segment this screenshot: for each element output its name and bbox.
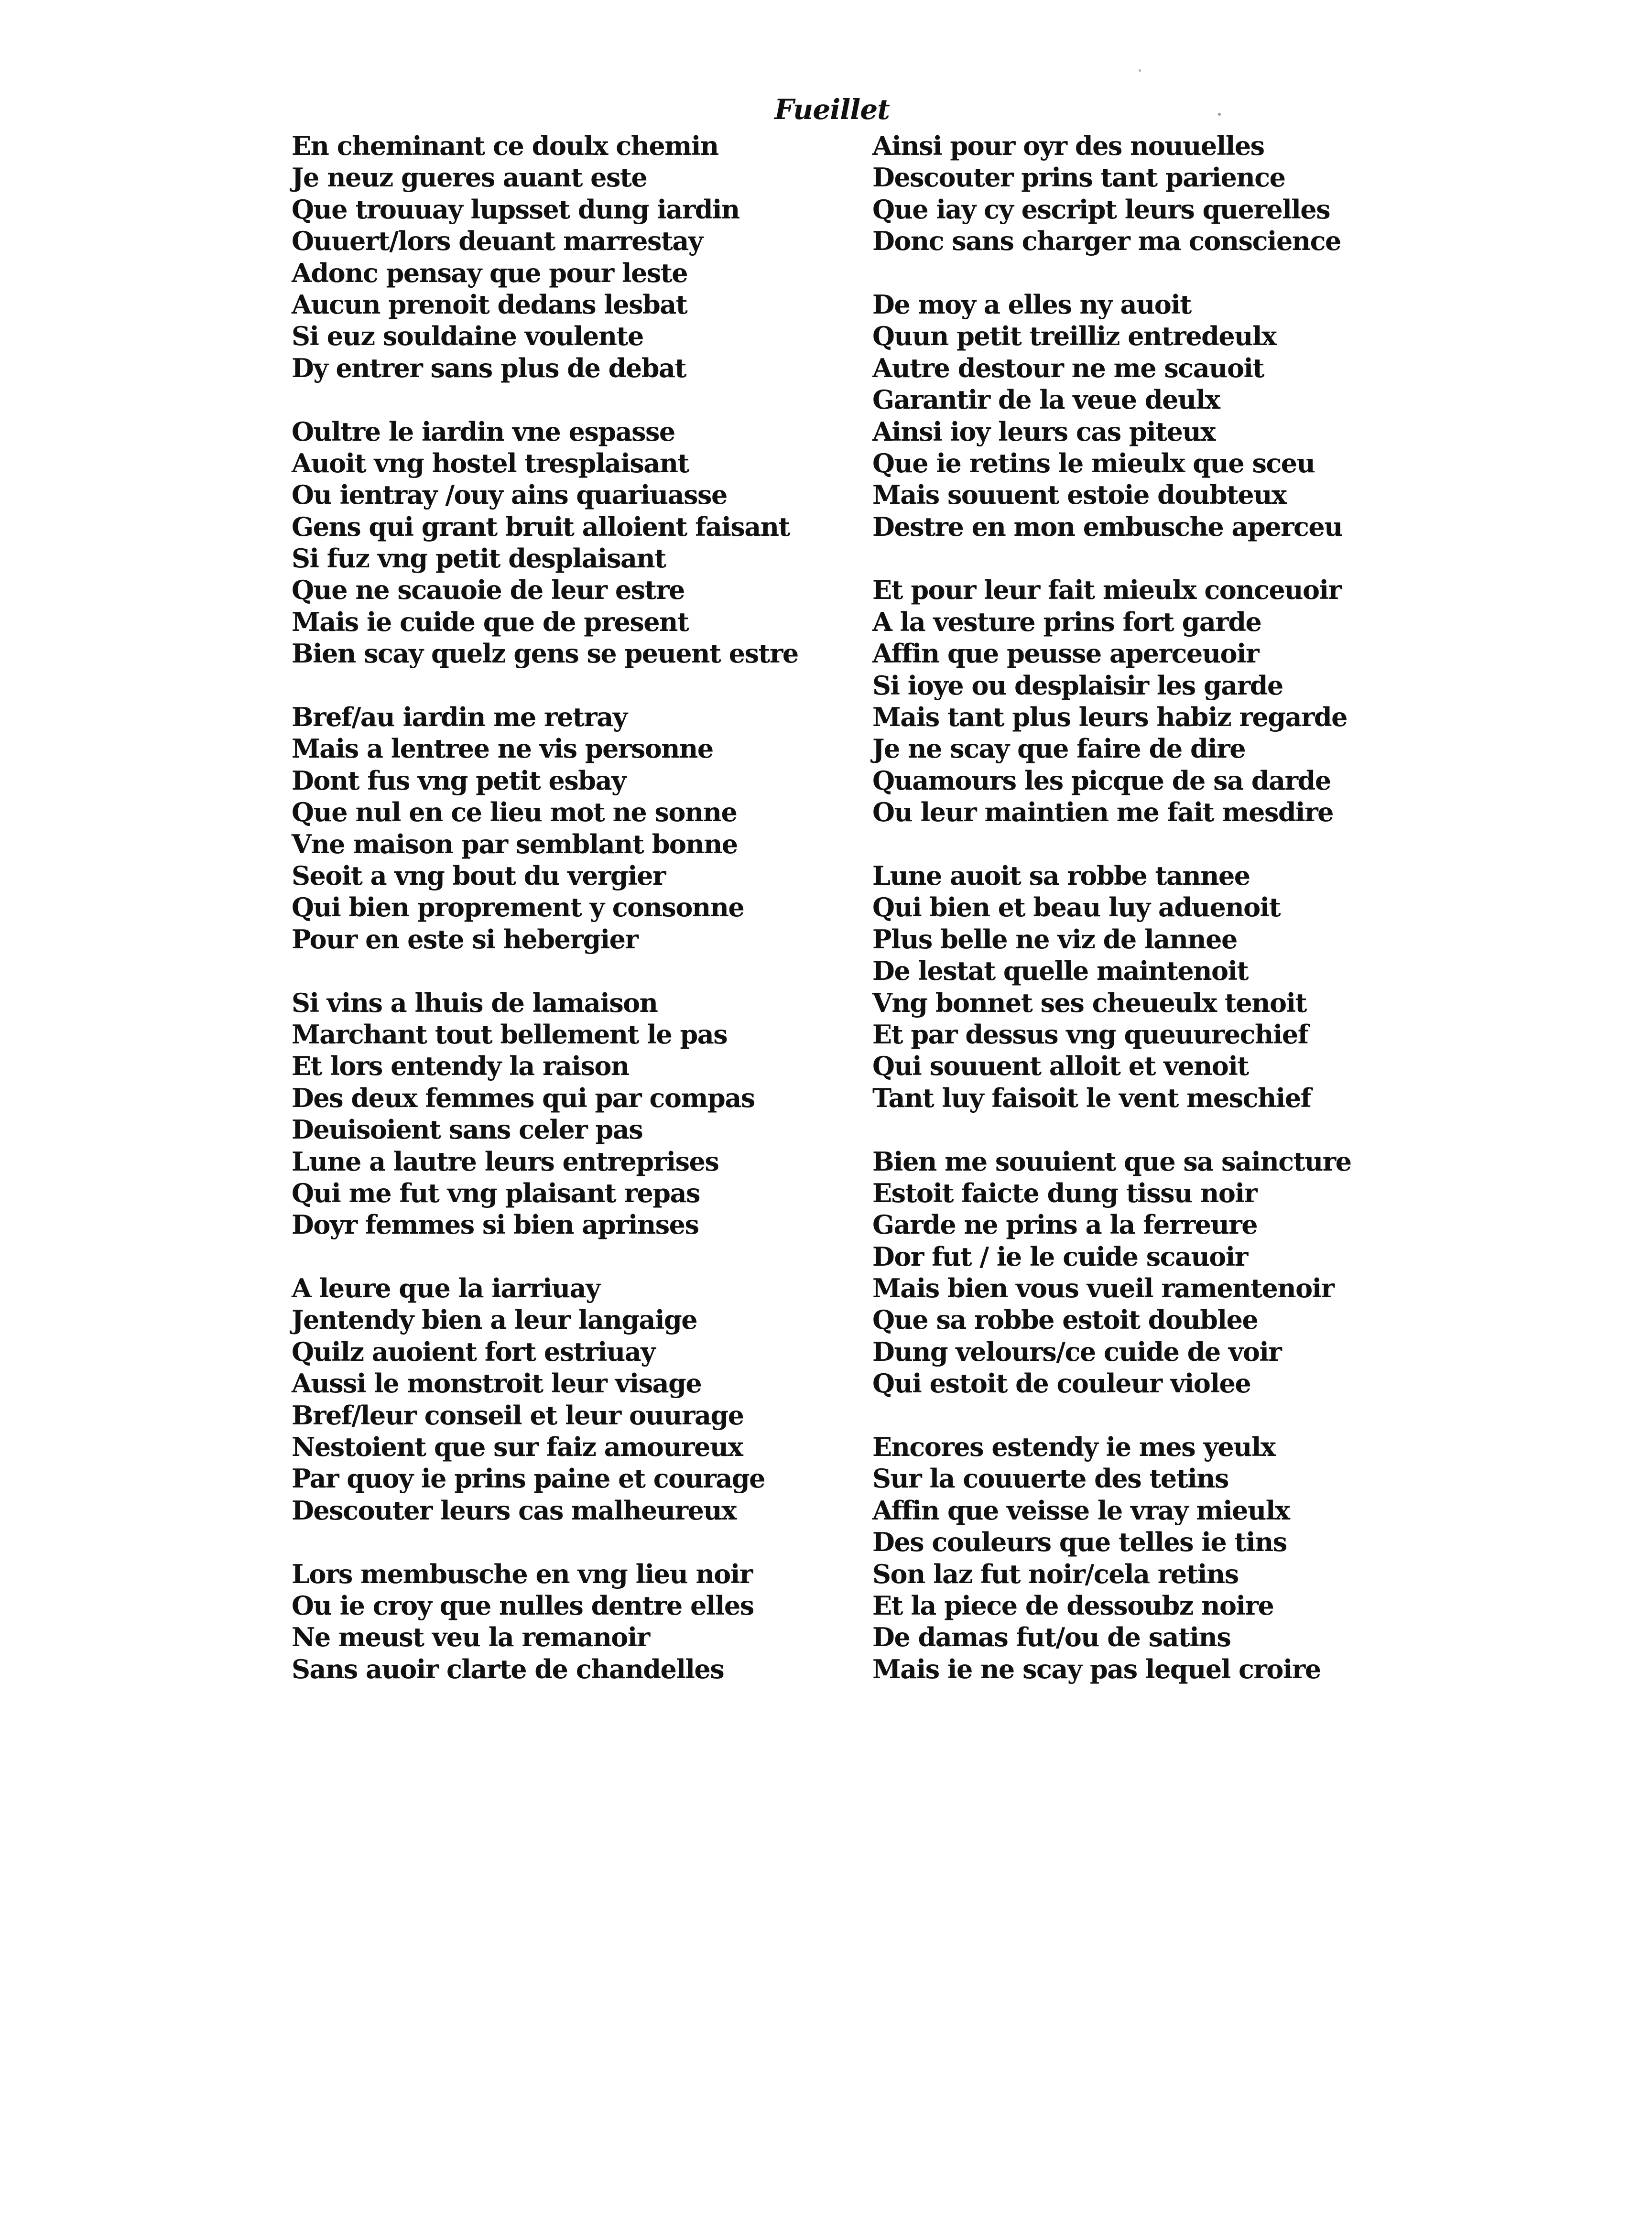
stanza — [872, 130, 1422, 257]
verse-line: Mais souuent estoie doubteux — [872, 479, 1286, 510]
verse-line: Ainsi pour oyr des nouuelles — [872, 130, 1264, 161]
stanza — [872, 1431, 1422, 1685]
folio-heading: Fueillet — [774, 93, 890, 126]
verse-line: Dung velours/ce cuide de voir — [872, 1336, 1282, 1367]
verse-line: Dy entrer sans plus de debat — [292, 352, 686, 383]
verse-line: De moy a elles ny auoit — [872, 289, 1191, 320]
verse-line: Estoit faicte dung tissu noir — [872, 1177, 1257, 1208]
verse-line: Dont fus vng petit esbay — [292, 765, 626, 796]
verse-line: Ouuert/lors deuant marrestay — [292, 226, 703, 257]
verse-line: Sans auoir clarte de chandelles — [292, 1653, 724, 1684]
verse-line: Quamours les picque de sa darde — [872, 765, 1331, 796]
verse-line: Mais ie cuide que de present — [292, 606, 689, 637]
verse-line: Aucun prenoit dedans lesbat — [292, 289, 687, 320]
verse-line: Si ioye ou desplaisir les garde — [872, 670, 1283, 701]
stanza — [872, 860, 1422, 1114]
verse-line: Deuisoient sans celer pas — [292, 1114, 643, 1145]
stanza — [292, 987, 841, 1241]
verse-line: Lune a lautre leurs entreprises — [292, 1146, 719, 1177]
verse-line: Ne meust veu la remanoir — [292, 1622, 650, 1653]
verse-line: Destre en mon embusche aperceu — [872, 511, 1343, 542]
verse-line: Si euz souldaine voulente — [292, 321, 643, 352]
stanza — [872, 574, 1422, 828]
verse-line: Des deux femmes qui par compas — [292, 1082, 755, 1113]
verse-line: Descouter prins tant parience — [872, 162, 1285, 193]
verse-line: Si vins a lhuis de lamaison — [292, 987, 658, 1018]
verse-line: Marchant tout bellement le pas — [292, 1019, 728, 1050]
verse-line: Ou ientray /ouy ains quariuasse — [292, 479, 727, 510]
verse-line: Mais ie ne scay pas lequel croire — [872, 1653, 1321, 1684]
margin-speck — [1218, 113, 1221, 116]
verse-line: Gens qui grant bruit alloient faisant — [292, 511, 790, 542]
verse-line: Ou leur maintien me fait mesdire — [872, 797, 1333, 828]
verse-line: Et lors entendy la raison — [292, 1051, 629, 1082]
right-verse-column — [872, 130, 1422, 1685]
verse-line: Ainsi ioy leurs cas piteux — [872, 416, 1215, 447]
verse-line: Que trouuay lupsset dung iardin — [292, 194, 739, 225]
verse-line: Plus belle ne viz de lannee — [872, 923, 1237, 955]
verse-line: Qui bien proprement y consonne — [292, 892, 744, 923]
verse-line: Des couleurs que telles ie tins — [872, 1527, 1287, 1558]
verse-line: Garantir de la veue deulx — [872, 384, 1220, 415]
verse-line: Et pour leur fait mieulx conceuoir — [872, 575, 1341, 606]
verse-line: Dor fut / ie le cuide scauoir — [872, 1241, 1248, 1272]
verse-line: Aussi le monstroit leur visage — [292, 1368, 702, 1399]
verse-line: Doyr femmes si bien aprinses — [292, 1209, 699, 1240]
verse-line: Que ie retins le mieulx que sceu — [872, 447, 1315, 478]
verse-line: Autre destour ne me scauoit — [872, 352, 1264, 383]
verse-line: Ou ie croy que nulles dentre elles — [292, 1590, 754, 1621]
verse-line: Son laz fut noir/cela retins — [872, 1558, 1239, 1589]
verse-line: Bref/au iardin me retray — [292, 702, 627, 733]
verse-line: En cheminant ce doulx chemin — [292, 130, 718, 161]
stanza — [872, 1146, 1422, 1400]
verse-line: A leure que la iarriuay — [292, 1273, 600, 1304]
verse-line: De damas fut/ou de satins — [872, 1622, 1231, 1653]
verse-line: Descouter leurs cas malheureux — [292, 1495, 736, 1526]
verse-line: Bien scay quelz gens se peuent estre — [292, 638, 798, 669]
verse-line: Mais a lentree ne vis personne — [292, 733, 713, 764]
left-verse-column — [292, 130, 841, 1685]
verse-line: Lune auoit sa robbe tannee — [872, 860, 1250, 891]
verse-line: Affin que peusse aperceuoir — [872, 638, 1259, 669]
verse-line: Affin que veisse le vray mieulx — [872, 1495, 1290, 1526]
verse-line: Et la piece de dessoubz noire — [872, 1590, 1274, 1621]
stanza — [292, 130, 841, 384]
verse-line: Quilz auoient fort estriuay — [292, 1336, 655, 1367]
verse-line: Que nul en ce lieu mot ne sonne — [292, 797, 737, 828]
verse-line: Et par dessus vng queuurechief — [872, 1019, 1308, 1050]
verse-line: Adonc pensay que pour leste — [292, 257, 688, 288]
margin-speck — [1139, 69, 1141, 72]
verse-line: Oultre le iardin vne espasse — [292, 416, 675, 447]
verse-line: Jentendy bien a leur langaige — [292, 1304, 697, 1335]
verse-line: Mais bien vous vueil ramentenoir — [872, 1273, 1334, 1304]
stanza — [292, 1558, 841, 1685]
verse-line: Sur la couuerte des tetins — [872, 1463, 1228, 1494]
verse-line: Pour en este si hebergier — [292, 923, 638, 955]
verse-line: Nestoient que sur faiz amoureux — [292, 1432, 743, 1463]
verse-line: Qui souuent alloit et venoit — [872, 1051, 1249, 1082]
verse-line: Que sa robbe estoit doublee — [872, 1304, 1258, 1335]
verse-line: Quun petit treilliz entredeulx — [872, 321, 1276, 352]
verse-line: Vne maison par semblant bonne — [292, 828, 738, 859]
verse-line: Par quoy ie prins paine et courage — [292, 1463, 765, 1494]
stanza — [872, 289, 1422, 543]
stanza — [292, 416, 841, 670]
verse-line: Je neuz gueres auant este — [292, 162, 647, 193]
verse-line: Qui estoit de couleur violee — [872, 1368, 1251, 1399]
verse-line: Encores estendy ie mes yeulx — [872, 1432, 1275, 1463]
verse-line: Que ne scauoie de leur estre — [292, 575, 685, 606]
verse-line: Bref/leur conseil et leur ouurage — [292, 1400, 744, 1431]
verse-line: Seoit a vng bout du vergier — [292, 860, 665, 891]
verse-line: Bien me souuient que sa saincture — [872, 1146, 1351, 1177]
stanza — [292, 701, 841, 955]
verse-line: Qui bien et beau luy aduenoit — [872, 892, 1281, 923]
verse-line: Donc sans charger ma conscience — [872, 226, 1341, 257]
verse-line: Que iay cy escript leurs querelles — [872, 194, 1330, 225]
verse-line: Si fuz vng petit desplaisant — [292, 543, 666, 574]
stanza — [292, 1272, 841, 1526]
verse-line: Tant luy faisoit le vent meschief — [872, 1082, 1311, 1113]
verse-line: Je ne scay que faire de dire — [872, 733, 1246, 764]
verse-line: Mais tant plus leurs habiz regarde — [872, 702, 1348, 733]
verse-line: Garde ne prins a la ferreure — [872, 1209, 1258, 1240]
verse-line: Auoit vng hostel tresplaisant — [292, 447, 689, 478]
verse-line: A la vesture prins fort garde — [872, 606, 1261, 637]
verse-line: Qui me fut vng plaisant repas — [292, 1177, 700, 1208]
verse-line: Vng bonnet ses cheueulx tenoit — [872, 987, 1306, 1018]
verse-line: Lors membusche en vng lieu noir — [292, 1558, 752, 1589]
verse-line: De lestat quelle maintenoit — [872, 955, 1248, 987]
